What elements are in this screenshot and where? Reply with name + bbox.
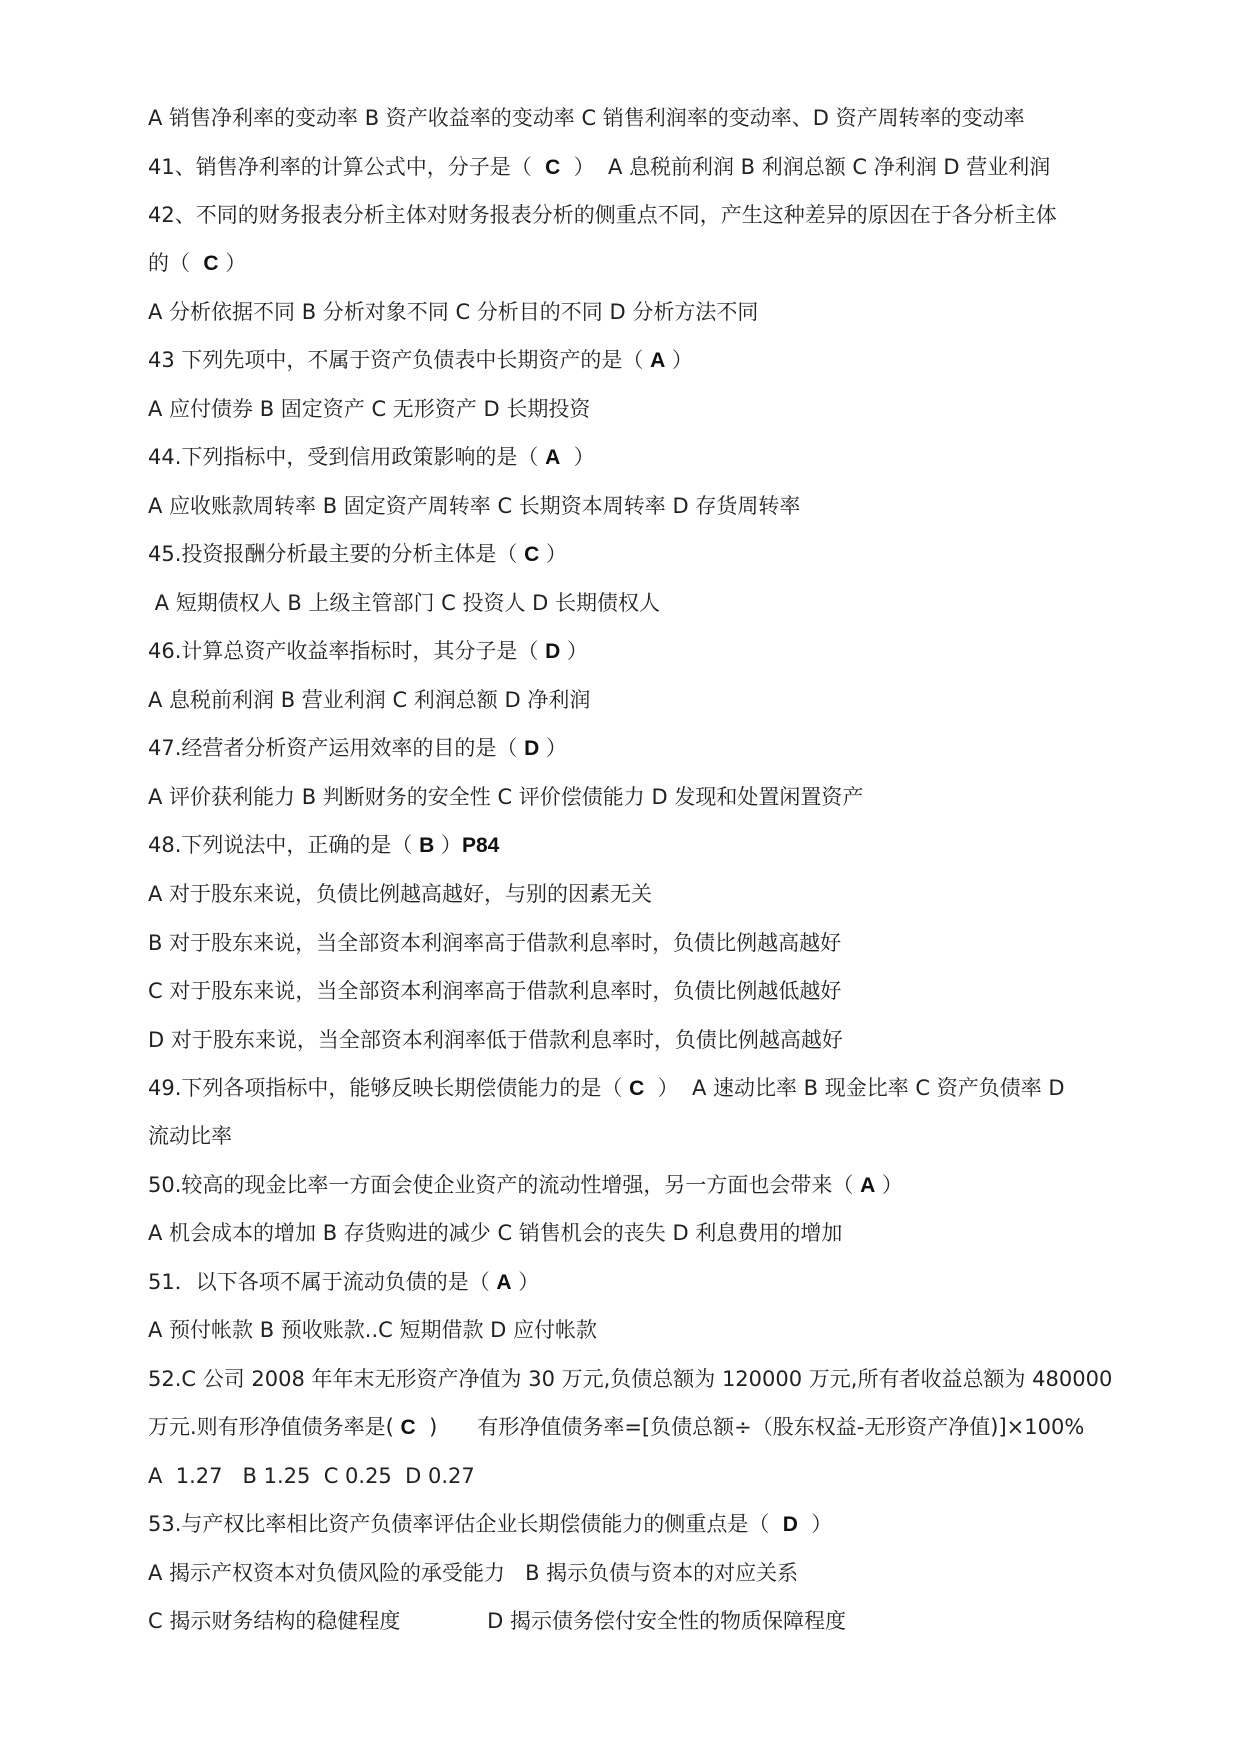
question-text: ）	[875, 1173, 903, 1197]
question-text: 49.下列各项指标中，能够反映长期偿债能力的是（	[148, 1076, 630, 1100]
question-text: 41、销售净利率的计算公式中，分子是（	[148, 155, 546, 179]
options-line	[148, 976, 841, 1006]
question-line	[148, 1267, 539, 1298]
answer-letter: A	[860, 1174, 876, 1197]
answer-letter: D	[782, 1513, 798, 1536]
answer-letter: C	[545, 156, 561, 179]
question-text: ）	[434, 833, 462, 857]
options-line	[148, 1315, 597, 1345]
options-text: A 短期债权人 B 上级主管部门 C 投资人 D 长期债权人	[148, 591, 661, 615]
question-text: 的（	[148, 251, 204, 275]
question-text: 万元.则有形净值债务率是(	[148, 1415, 401, 1439]
question-line	[148, 830, 499, 861]
question-text: ）	[797, 1512, 833, 1536]
question-text: ）	[539, 736, 567, 760]
options-text: A 息税前利润 B 营业利润 C 利润总额 D 净利润	[148, 688, 591, 712]
options-text: A 机会成本的增加 B 存货购进的减少 C 销售机会的丧失 D 利息费用的增加	[148, 1221, 843, 1245]
question-text: 53.与产权比率相比资产负债率评估企业长期偿债能力的侧重点是（	[148, 1512, 783, 1536]
question-text: ) 有形净值债务率=[负债总额÷（股东权益-无形资产净值)]×100%	[415, 1415, 1085, 1439]
answer-letter: C	[524, 543, 540, 566]
question-line	[148, 1073, 1065, 1104]
answer-letter: D	[545, 640, 561, 663]
line-text: A 销售净利率的变动率 B 资产收益率的变动率 C 销售利润率的变动率、D 资产周转率的变动率	[148, 106, 1025, 130]
question-line	[148, 1170, 903, 1201]
options-line	[148, 879, 652, 909]
answer-letter: A	[496, 1271, 512, 1294]
question-text: ）	[539, 542, 567, 566]
options-text: D 对于股东来说，当全部资本利润率低于借款利息率时，负债比例越高越好	[148, 1028, 843, 1052]
options-text: A 对于股东来说，负债比例越高越好，与别的因素无关	[148, 882, 653, 906]
answer-letter: A	[545, 446, 561, 469]
options-text: A 应收账款周转率 B 固定资产周转率 C 长期资本周转率 D 存货周转率	[148, 494, 801, 518]
question-line	[148, 1412, 1084, 1443]
question-line	[148, 248, 246, 279]
options-line	[148, 1218, 842, 1248]
options-line	[148, 1558, 798, 1588]
options-text: A 评价获利能力 B 判断财务的安全性 C 评价偿债能力 D 发现和处置闲置资产	[148, 785, 864, 809]
options-text: A 预付帐款 B 预收账款..C 短期借款 D 应付帐款	[148, 1318, 598, 1342]
options-line	[148, 491, 800, 521]
question-text: ） A 息税前利润 B 利润总额 C 净利润 D 营业利润	[560, 155, 1051, 179]
question-text: ） A 速动比率 B 现金比率 C 资产负债率 D	[644, 1076, 1065, 1100]
text-line	[148, 103, 1025, 133]
question-line	[148, 539, 567, 570]
options-text: A 应付债券 B 固定资产 C 无形资产 D 长期投资	[148, 397, 591, 421]
question-line	[148, 442, 595, 473]
options-text: C 揭示财务结构的稳健程度 D 揭示债务偿付安全性的物质保障程度	[148, 1609, 846, 1633]
options-text: A 揭示产权资本对负债风险的承受能力 B 揭示负债与资本的对应关系	[148, 1561, 799, 1585]
answer-letter: C	[203, 252, 219, 275]
question-line	[148, 152, 1050, 183]
question-line	[148, 200, 1057, 230]
answer-letter: D	[524, 737, 540, 760]
question-text: 50.较高的现金比率一方面会使企业资产的流动性增强，另一方面也会带来（	[148, 1173, 861, 1197]
question-text: 44.下列指标中，受到信用政策影响的是（	[148, 445, 546, 469]
answer-letter: C	[400, 1416, 416, 1439]
question-text: ）	[218, 251, 247, 275]
options-text: 流动比率	[148, 1124, 232, 1148]
options-line	[148, 1606, 846, 1636]
options-line	[148, 588, 660, 618]
page-reference: P84	[461, 834, 500, 857]
question-text: ）	[511, 1270, 540, 1294]
question-text: 51．以下各项不属于流动负债的是（	[148, 1270, 497, 1294]
question-text: ）	[665, 348, 693, 372]
options-text: B 对于股东来说，当全部资本利润率高于借款利息率时，负债比例越高越好	[148, 931, 842, 955]
options-line	[148, 394, 590, 424]
answer-letter: A	[650, 349, 666, 372]
question-line	[148, 1509, 832, 1540]
question-text: ）	[560, 445, 595, 469]
options-line	[148, 1121, 232, 1151]
options-text: A 分析依据不同 B 分析对象不同 C 分析目的不同 D 分析方法不同	[148, 300, 759, 324]
question-text: 52.C 公司 2008 年年末无形资产净值为 30 万元,负债总额为 120000 万元,所有者收益总额为 480000	[148, 1367, 1113, 1391]
question-text: 42、不同的财务报表分析主体对财务报表分析的侧重点不同，产生这种差异的原因在于各分析主体	[148, 203, 1057, 227]
question-line	[148, 733, 567, 764]
options-line	[148, 782, 863, 812]
options-line	[148, 928, 841, 958]
question-line	[148, 345, 693, 376]
question-text: 45.投资报酬分析最主要的分析主体是（	[148, 542, 525, 566]
options-text: A 1.27 B 1.25 C 0.25 D 0.27	[148, 1464, 475, 1488]
question-text: 47.经营者分析资产运用效率的目的是（	[148, 736, 525, 760]
question-text: 43 下列先项中，不属于资产负债表中长期资产的是（	[148, 348, 651, 372]
options-line	[148, 1461, 475, 1491]
answer-letter: C	[629, 1077, 645, 1100]
question-text: ）	[560, 639, 588, 663]
question-line	[148, 636, 588, 667]
options-line	[148, 1025, 843, 1055]
question-text: 48.下列说法中，正确的是（	[148, 833, 420, 857]
options-line	[148, 685, 590, 715]
question-text: 46.计算总资产收益率指标时，其分子是（	[148, 639, 546, 663]
options-text: C 对于股东来说，当全部资本利润率高于借款利息率时，负债比例越低越好	[148, 979, 842, 1003]
question-line	[148, 1364, 1112, 1394]
options-line	[148, 297, 758, 327]
answer-letter: B	[419, 834, 435, 857]
